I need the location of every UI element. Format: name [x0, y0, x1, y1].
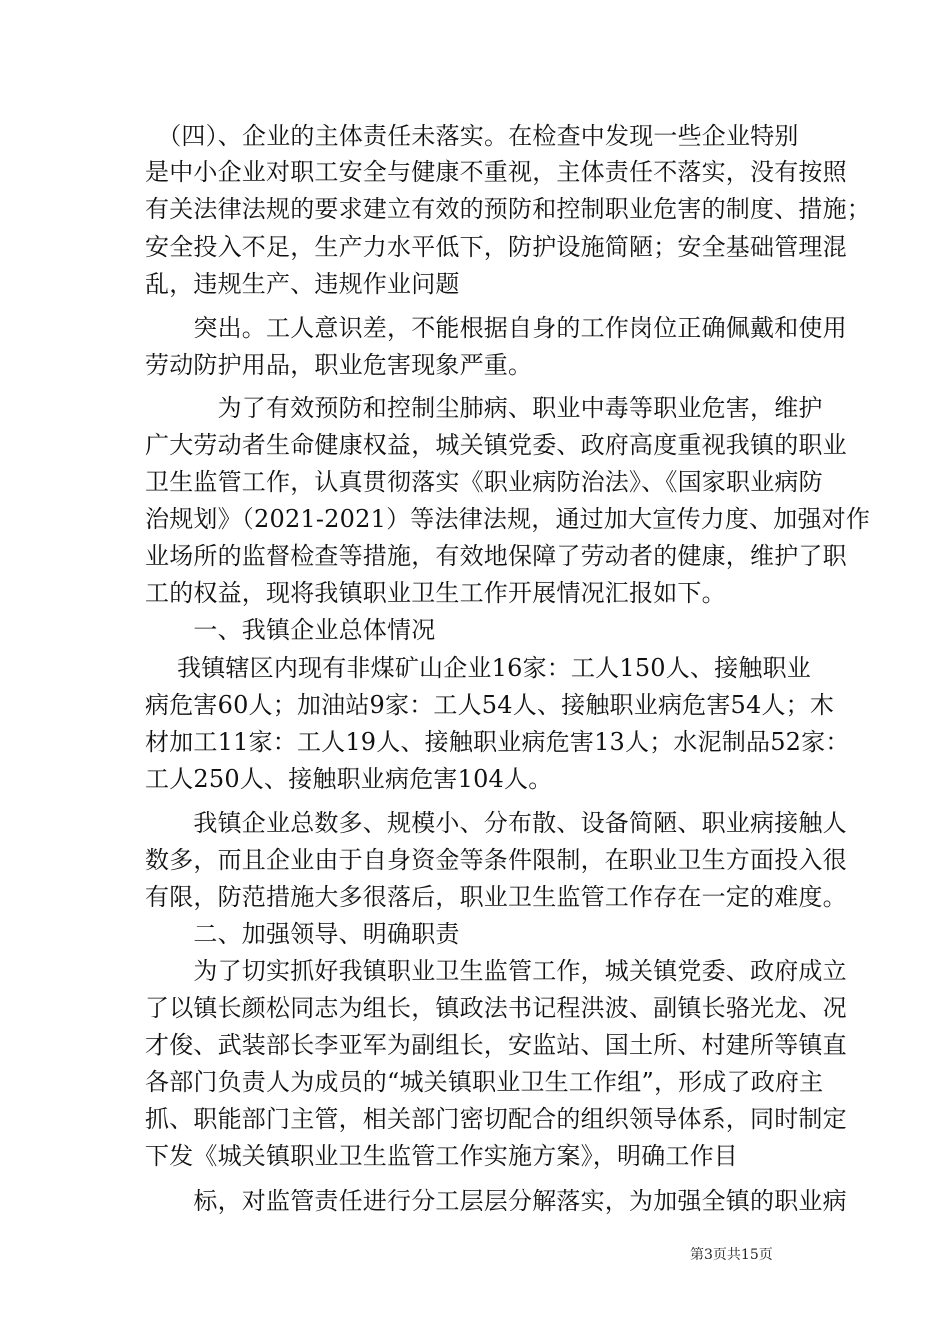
section-heading: 一、我镇企业总体情况	[145, 616, 436, 644]
body-text-line: 安全投入不足，生产力水平低下，防护设施简陋；安全基础管理混	[145, 233, 847, 261]
body-text-line: 劳动防护用品，职业危害现象严重。	[145, 351, 533, 379]
body-text-line: 抓、职能部门主管，相关部门密切配合的组织领导体系，同时制定	[145, 1105, 847, 1133]
body-text-line: 卫生监管工作，认真贯彻落实《职业病防治法》、《国家职业病防	[145, 468, 823, 496]
body-text-line: 数多，而且企业由于自身资金等条件限制，在职业卫生方面投入很	[145, 846, 847, 874]
body-text-line: （四）、企业的主体责任未落实。在检查中发现一些企业特别	[145, 122, 799, 150]
body-text-line: 病危害60人；加油站9家：工人54人、接触职业病危害54人；木	[145, 691, 835, 719]
body-text-line: 为了有效预防和控制尘肺病、职业中毒等职业危害，维护	[145, 394, 823, 422]
body-text-line: 工的权益，现将我镇职业卫生工作开展情况汇报如下。	[145, 579, 726, 607]
page-number: 第3页共15页	[690, 1247, 773, 1263]
body-text-line: 各部门负责人为成员的“城关镇职业卫生工作组”，形成了政府主	[145, 1068, 824, 1096]
body-text-line: 乱，违规生产、违规作业问题	[145, 270, 460, 298]
body-text-line: 是中小企业对职工安全与健康不重视，主体责任不落实，没有按照	[145, 158, 847, 186]
body-text-line: 突出。工人意识差，不能根据自身的工作岗位正确佩戴和使用	[145, 314, 847, 342]
body-text-line: 广大劳动者生命健康权益，城关镇党委、政府高度重视我镇的职业	[145, 431, 847, 459]
body-text-line: 才俊、武装部长李亚军为副组长，安监站、国土所、村建所等镇直	[145, 1031, 847, 1059]
body-text-line: 有关法律法规的要求建立有效的预防和控制职业危害的制度、措施；	[145, 195, 871, 223]
body-text-line: 有限，防范措施大多很落后，职业卫生监管工作存在一定的难度。	[145, 883, 847, 911]
body-text-line: 我镇辖区内现有非煤矿山企业16家：工人150人、接触职业	[145, 654, 811, 682]
body-text-line: 业场所的监督检查等措施，有效地保障了劳动者的健康，维护了职	[145, 542, 847, 570]
body-text-line: 我镇企业总数多、规模小、分布散、设备简陋、职业病接触人	[145, 809, 847, 837]
body-text-line: 工人250人、接触职业病危害104人。	[145, 765, 553, 793]
body-text-line: 材加工11家：工人19人、接触职业病危害13人；水泥制品52家：	[145, 728, 850, 756]
body-text-line: 下发《城关镇职业卫生监管工作实施方案》，明确工作目	[145, 1142, 738, 1170]
body-text-line: 了以镇长颜松同志为组长，镇政法书记程洪波、副镇长骆光龙、况	[145, 994, 847, 1022]
body-text-line: 为了切实抓好我镇职业卫生监管工作，城关镇党委、政府成立	[145, 957, 847, 985]
body-text-line: 治规划》（2021-2021）等法律法规，通过加大宣传力度、加强对作	[145, 505, 871, 533]
section-heading: 二、加强领导、明确职责	[145, 920, 460, 948]
body-text-line: 标，对监管责任进行分工层层分解落实，为加强全镇的职业病	[145, 1187, 847, 1215]
